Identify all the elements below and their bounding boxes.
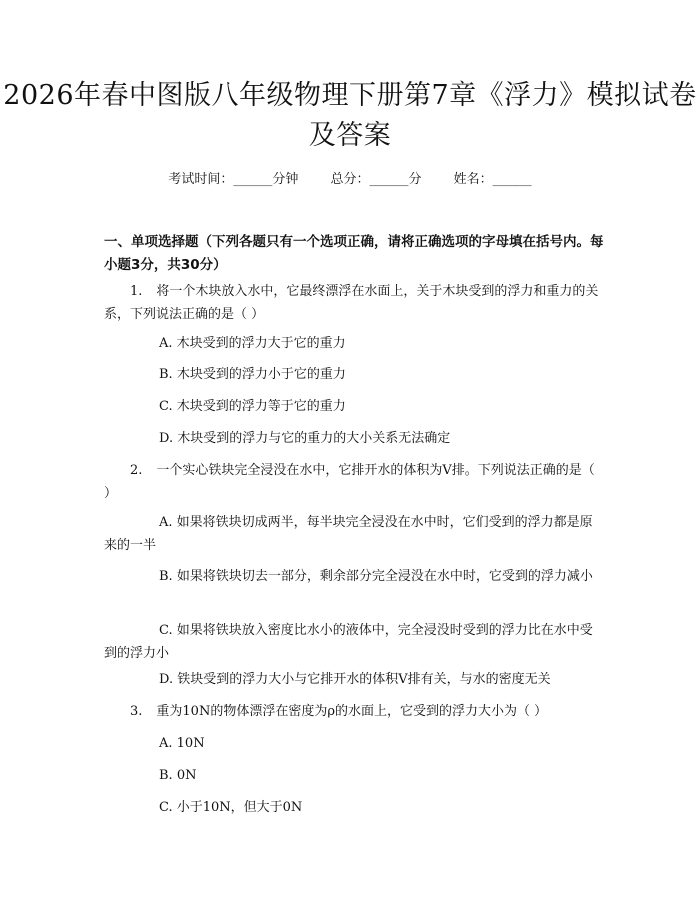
option-label: C. 小于10N，但大于0N bbox=[159, 800, 303, 815]
option-label: B. 木块受到的浮力小于它的重力 bbox=[159, 367, 346, 382]
option-item bbox=[104, 565, 604, 588]
option-item bbox=[104, 427, 604, 450]
option-label: C. 如果将铁块放入密度比水小的液体中，完全浸没时受到的浮力比在水中受到的浮力小 bbox=[104, 623, 593, 661]
option-label: A. 10N bbox=[159, 736, 205, 751]
exam-meta bbox=[0, 171, 700, 189]
document-title: 2026年春中图版八年级物理下册第7章《浮力》模拟试卷及答案 bbox=[3, 80, 697, 151]
option-item bbox=[104, 332, 604, 355]
option-item bbox=[104, 363, 604, 386]
option-label: C. 木块受到的浮力等于它的重力 bbox=[159, 399, 346, 414]
option-label: D. 铁块受到的浮力大小与它排开水的体积V排有关，与水的密度无关 bbox=[159, 672, 551, 687]
question-number: 1. bbox=[130, 284, 143, 299]
question-text: 将一个木块放入水中，它最终漂浮在水面上，关于木块受到的浮力和重力的关系，下列说法正确的是（ ） bbox=[104, 284, 599, 322]
option-item bbox=[104, 395, 604, 418]
option-label: A. 如果将铁块切成两半，每半块完全浸没在水中时，它们受到的浮力都是原来的一半 bbox=[104, 515, 593, 553]
question-3 bbox=[104, 700, 604, 723]
question-text: 重为10N的物体漂浮在密度为ρ的水面上，它受到的浮力大小为（ ） bbox=[156, 704, 548, 719]
option-label: A. 木块受到的浮力大于它的重力 bbox=[159, 336, 346, 351]
option-item bbox=[104, 619, 604, 665]
total-score-field: 总分：______分 bbox=[330, 172, 422, 187]
option-label: B. 如果将铁块切去一部分，剩余部分完全浸没在水中时，它受到的浮力减小 bbox=[159, 569, 593, 584]
question-number: 3. bbox=[130, 704, 143, 719]
option-label: B. 0N bbox=[159, 768, 197, 783]
question-1 bbox=[104, 280, 604, 326]
question-number: 2. bbox=[130, 463, 143, 478]
question-2 bbox=[104, 459, 604, 505]
option-item bbox=[104, 732, 604, 755]
option-item bbox=[104, 511, 604, 557]
exam-time-field: 考试时间：______分钟 bbox=[168, 172, 299, 187]
question-text: 一个实心铁块完全浸没在水中，它排开水的体积为V排。下列说法正确的是（ ） bbox=[104, 463, 595, 501]
option-item bbox=[104, 668, 604, 691]
option-item bbox=[104, 764, 604, 787]
option-item bbox=[104, 796, 604, 819]
student-name-field: 姓名：______ bbox=[453, 172, 532, 187]
option-label: D. 木块受到的浮力与它的重力的大小关系无法确定 bbox=[159, 431, 451, 446]
section-heading: 一、单项选择题（下列各题只有一个选项正确，请将正确选项的字母填在括号内。每小题3分，共30分） bbox=[104, 234, 604, 273]
